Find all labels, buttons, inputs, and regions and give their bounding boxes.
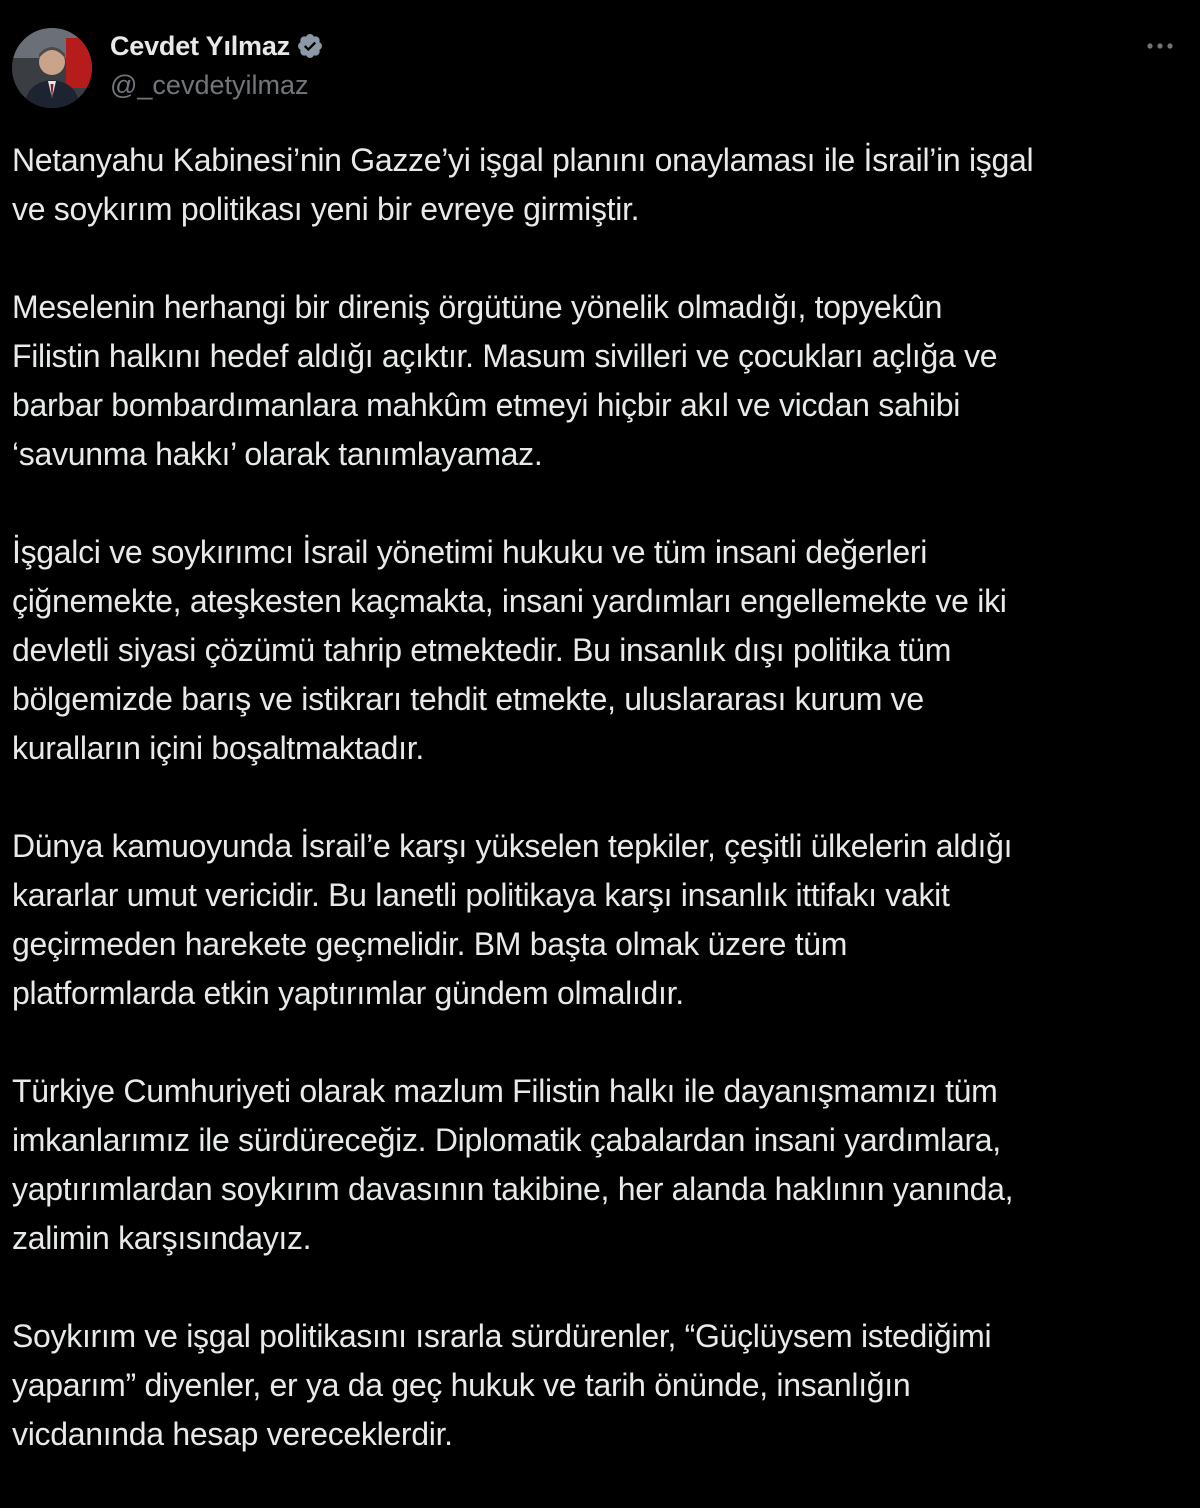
text-line: yaptırımlardan soykırım davasının takibine, her alanda haklının yanında,: [12, 1171, 1014, 1207]
text-line: Meselenin herhangi bir direniş örgütüne yönelik olmadığı, topyekûn: [12, 289, 943, 325]
text-line: kararlar umut vericidir. Bu lanetli politikaya karşı insanlık ittifakı vakit: [12, 877, 950, 913]
display-name[interactable]: Cevdet Yılmaz: [110, 30, 290, 61]
text-line: çiğnemekte, ateşkesten kaçmakta, insani yardımları engellemekte ve iki: [12, 583, 1007, 619]
text-line: Filistin halkını hedef aldığı açıktır. Masum sivilleri ve çocukları açlığa ve: [12, 338, 998, 374]
paragraph-5: [12, 1067, 1188, 1263]
text-line: devletli siyasi çözümü tahrip etmektedir. Bu insanlık dışı politika tüm: [12, 632, 952, 668]
text-line: kuralların içini boşaltmaktadır.: [12, 730, 424, 766]
text-line: yaparım” diyenler, er ya da geç hukuk ve tarih önünde, insanlığın: [12, 1367, 911, 1403]
display-name-row[interactable]: [110, 28, 324, 64]
text-line: imkanlarımız ile sürdüreceğiz. Diplomatik çabalardan insani yardımlara,: [12, 1122, 1001, 1158]
text-line: zalimin karşısındayız.: [12, 1220, 312, 1256]
text-line: geçirmeden harekete geçmelidir. BM başta olmak üzere tüm: [12, 926, 848, 962]
text-line: İşgalci ve soykırımcı İsrail yönetimi hukuku ve tüm insani değerleri: [12, 534, 928, 570]
text-line: ‘savunma hakkı’ olarak tanımlayamaz.: [12, 436, 543, 472]
paragraph-1: [12, 136, 1188, 234]
more-dots-icon[interactable]: [1140, 32, 1180, 60]
text-line: platformlarda etkin yaptırımlar gündem olmalıdır.: [12, 975, 684, 1011]
text-line: Türkiye Cumhuriyeti olarak mazlum Filistin halkı ile dayanışmamızı tüm: [12, 1073, 998, 1109]
paragraph-2: [12, 283, 1188, 479]
text-line: Netanyahu Kabinesi’nin Gazze’yi işgal planını onaylaması ile İsrail’in işgal: [12, 142, 1034, 178]
verified-badge-icon[interactable]: [296, 32, 324, 60]
tweet-header: [12, 28, 1188, 108]
text-line: vicdanında hesap vereceklerdir.: [12, 1416, 453, 1452]
paragraph-4: [12, 822, 1188, 1018]
paragraph-3: [12, 528, 1188, 773]
author-names: [110, 28, 324, 101]
text-line: Soykırım ve işgal politikasını ısrarla sürdürenler, “Güçlüysem istediğimi: [12, 1318, 992, 1354]
text-line: Dünya kamuoyunda İsrail’e karşı yükselen tepkiler, çeşitli ülkelerin aldığı: [12, 828, 1013, 864]
tweet-text: [12, 136, 1188, 1508]
text-line: ve soykırım politikası yeni bir evreye girmiştir.: [12, 191, 640, 227]
text-line: bölgemizde barış ve istikrarı tehdit etmekte, uluslararası kurum ve: [12, 681, 924, 717]
avatar[interactable]: [12, 28, 92, 108]
paragraph-6: [12, 1312, 1188, 1459]
text-line: barbar bombardımanlara mahkûm etmeyi hiçbir akıl ve vicdan sahibi: [12, 387, 961, 423]
author-handle[interactable]: @_cevdetyilmaz: [110, 70, 309, 100]
